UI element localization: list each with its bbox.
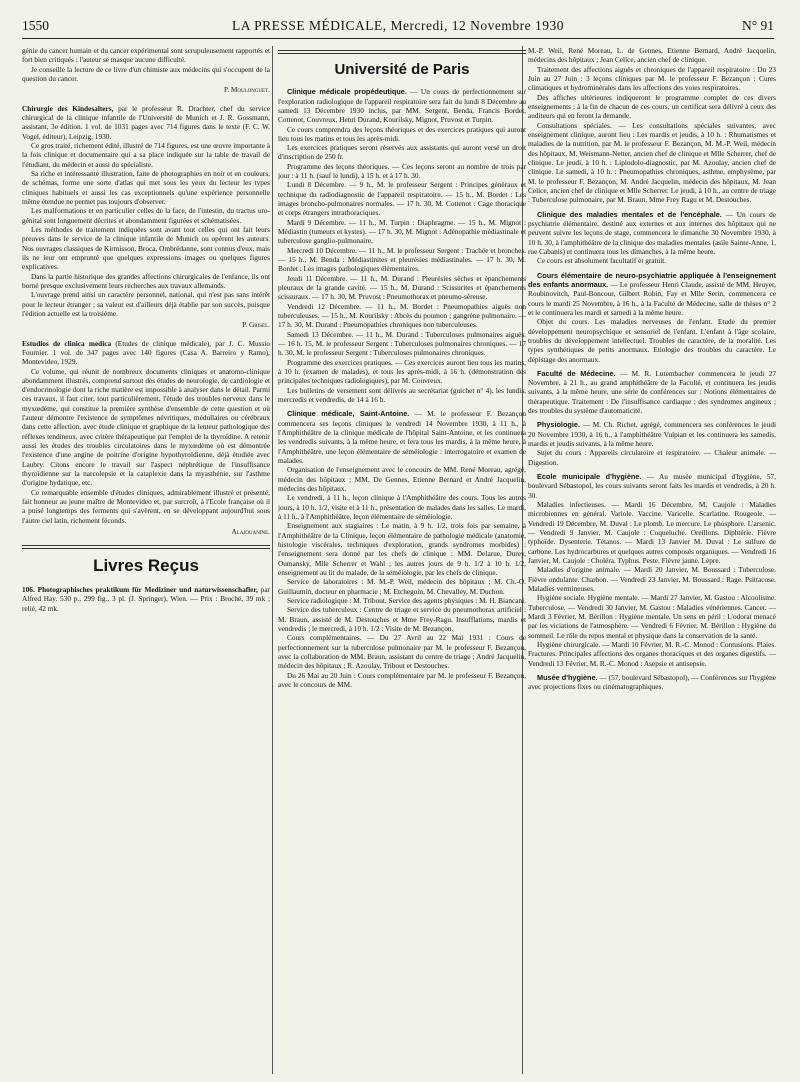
paragraph: Ce remarquable ensemble d'études cliniques, admirablement illustré et présenté, fait honneur au jeune maître de Montevideo et, par surcroît, à l'Ecole française où il a puisé longtemps des ferments qui s'avèrent, en se développant aujourd'hui sous l'autre ciel latin, richement féconds. [22,487,270,525]
notice-text: — Un cours de perfectionnement sur l'exploration radiologique de l'appareil respiratoire sera fait du lundi 8 Décembre au samedi 13 Décembre 1930 inclus, par MM. Sergent, Benda, Francis Bordet, Cottenot, Couvreux, Henri Durand, Kourilsky, Mignot, Pruvost et Turpin. [278,87,526,125]
paragraph: Sujet du cours : Appareils circulatoire et respiratoire. — Chaleur animale. — Digestion. [528,448,776,467]
notice-text: — Le professeur Henri Claude, assisté de MM. Heuyer, Roubinovitch, Paul-Boncour, Gilbert Robin, Fay et Mlle Serin, commencera ce cours le mardi 25 Novembre, à 16 h., à la Faculté de Médecine, salle de thèses n° 2 et le continuera les mardi et samedi à la même heure. [528,279,776,317]
notice-title: Clinique médicale propédeutique. [287,87,407,97]
book-details: par le professeur R. Drachter, chef du service chirurgical de la clinique infantile de l'Université de Munich et J. R. Gossmann, assistant, 3e édition. 1 vol. de 1031 pages avec 714 figures dans le texte (F. C. W. Vogel, éditeur), Leipzig, 1930. [22,103,270,141]
notice-title: Physiologie. [537,420,580,430]
book-details: (Etudes de clinique médicale), par J. C. Mussio Fournier. 1 vol. de 347 pages avec 140 figures (Casa A. Barreiro y Ramo), Montevideo, 1929. [22,338,270,367]
signature: P. Grisel. [242,320,270,330]
paragraph: Hygiène chirurgicale. — Mardi 10 Février, M. R.-C. Monod : Contusions. Plaies. Fractures. Principales affections des organes thoraciques et des organes digestifs. — Vendredi 13 Février, M. R.-C. Monod : Asepsie et antisepsie. [528,640,776,668]
journal-title: LA PRESSE MÉDICALE, Mercredi, 12 Novembre 1930 [232,18,564,33]
notice-text: — M. R. Lutembacher commencera le jeudi 27 Novembre, à 21 h., au grand amphithéâtre de la Faculté, et continuera les jeudis suivants, à la même heure, une série de conférences sur : Notions élémentaires de thérapeutique. Traitement : De l'insuffisance cardiaque ; des syndromes angineux ; des troubles du système d'automaticité. [528,368,776,416]
paragraph: Samedi 13 Décembre. — 11 h., M. Durand : Tuberculoses pulmonaires aiguës. — 16 h. 15, M. le professeur Sergent : Tuberculoses pulmonaires chroniques. — 17 h. 30, M. le professeur Sergent : Tuberculoses pulmonaires chroniques. [278,329,526,358]
book-title: 106. Photographisches praktikum für Mediziner und naturwissenschafler, [22,585,258,595]
notice-title: Cours élémentaire de neuro-psychiatrie appliquée à l'enseignement des enfants anormaux. [528,270,776,289]
paragraph: Maladies infectieuses. — Mardi 16 Décembre, M. Caujole : Maladies microbiennes en général. Variole. Vaccine. Varicelle. Scarlatine. Rougeole. — Vendredi 19 Décembre, M. Duval : Le plomb. Le mercure. Le phosphore. L'arsenic. — Vendredi 9 Janvier, M. Caujole : Coqueluche. Oreillons. Diphtérie. Fièvre typhoïde. Dysenterie. Tétanos. — Mardi 13 Janvier M. Duval : Le sulfure de carbone. Les hydrocarbures et quelques autres composés organiques. — Vendredi 16 Janvier, M. Caujole : Choléra. Typhus. Peste. Fièvre jaune. Lèpre. [528,500,776,566]
universite-heading: Université de Paris [334,61,470,78]
paragraph: Ce cours comprendra des leçons théoriques et des exercices pratiques qui auront lieu tous les matins et tous les après-midi. [278,124,526,143]
notice [528,210,776,257]
paragraph: Cours complémentaires. — Du 27 Avril au 22 Mai 1931 : Cours de perfectionnement sur la tuberculose pulmonaire par M. le professeur F. Bezançon, avec la collaboration de MM. Braun, assistant du centre de triage ; André Jacquelin, médecin des hôpitaux ; R. Azoulay, Tribout et Destouches. [278,633,526,671]
paragraph: Ce volume, qui réunit de nombreux documents cliniques et anatomo-clinique abondamment illustrés, comprend surtout des études de neurologie, de cardiologie et d'endocrinologie dont la riche matière est impossible à analyser dans le détail. Parmi ces travaux, il faut citer, tout particulièrement, l'étude des troubles nerveux dans le myxœdème, qui constitue la première synthèse d'ensemble de cette question et où l'auteur démontre l'existence de symptômes névritiques, médullaires ou cérébraux dans cette affection, avec étude clinique et graphique de la lenteur pathologique des réflexes tendineux, avec critère thérapeutique par l'emploi de la thyroïdine. A retenir aussi les études des troubles circulatoires dans le myxœdème où est démontrée l'existence d'une angine de poitrine d'origine hypothyroïdienne, déjà étudiée avec Laubry. Citons encore le travail sur l'aspect néphrétique de l'insuffisance thyroïdienne sur la narcolepsie et la cataplexie dans la myasthénie, sur l'asthme d'origine hydatique, etc. [22,366,270,488]
paragraph: Des affiches ultérieures indiqueront le programme complet de ces divers enseignements ; à la fin de chacun de ces cours, un certificat sera délivré à ceux des auditeurs qui en feront la demande. [528,92,776,121]
column-left [22,46,270,1074]
paragraph: Jeudi 11 Décembre. — 11 h., M. Durand : Pleurésies sèches et épanchements pleuraux de la grande cavité. — 15 h., M. Durand : Scissurites et épanchements scissuraux. — 17 h. 30, M. Pruvost : Pneumothorax et pneumo-séreuse. [278,273,526,302]
paragraph: Dans la partie historique des grandes affections chirurgicales de l'enfance, ils ont borné presque exclusivement leurs recherches aux travaux allemands. [22,271,270,290]
section-divider [22,545,270,549]
paragraph: L'ouvrage prend ainsi un caractère personnel, national, qui n'est pas sans intérêt pour le lecteur étranger ; sa valeur est d'ailleurs déjà établie par son succès, puisque l'édition actuelle est la troisième. [22,290,270,318]
livres-recus-heading: Livres Reçus [93,556,199,576]
paragraph: Sa riche et intéressante illustration, faite de photographies en noir et en couleurs, de schémas, forme une sorte d'atlas qui met sous les yeux du lecteur les types cliniques habituels et aussi les cas exceptionnels qu'une expérience personnelle même étendue ne permet pas toujours d'observer. [22,168,270,206]
book-review-heading [22,339,270,367]
notice [528,472,776,500]
paragraph: Les exercices pratiques seront réservés aux assistants qui auront versé un droit d'inscription de 250 fr. [278,143,526,162]
signature: Alajouanine. [231,527,270,537]
notice-text: — Un cours de psychiatrie élémentaire, destiné aux externes et aux internes des hôpitaux qui ne peuvent suivre les leçons de stage, commencera le dimanche 30 Novembre 1930, à 10 h. 30, à l'amphithéâtre de la clinique des maladies mentales (asile Sainte-Anne, 1, rue Cabanis) et continuera tous les dimanches, à la même heure. [528,209,776,256]
book-title: Chirurgie des Kindesalters, [22,103,114,113]
section-divider [278,50,526,54]
notice-text: — M. le professeur F. Bezançon commencera ses leçons cliniques le vendredi 14 Novembre 1930, à 11 h., à l'Amphithéâtre de la clinique médicale de l'hôpital Saint-Antoine, et les continuera les vendredis suivants, à la même heure, et fera tous les mardis, à la même heure, à l'Amphithéâtre, une leçon élémentaire de séméiologie : interrogatoire et examen de malades. [278,409,526,465]
paragraph: Organisation de l'enseignement avec le concours de MM. René Moreau, agrégé, médecin des hôpitaux ; MM. De Gennes, Etienne Bernard et André Jacquelin, médecins des hôpitaux. [278,465,526,493]
notice-text: — M. Ch. Richet, agrégé, commencera ses conférences le jeudi 20 Novembre 1930, à 16 h., à l'amphithéâtre Vulpian et les continuera les samedis, mardis et jeudis suivants, à la même heure. [528,420,776,449]
notice [528,271,776,318]
book-title: Estudios de clinica medica [22,338,112,348]
signature: P. Moulonguet. [223,85,270,95]
paragraph: génie du cancer humain et du cancer expérimental sont scrupuleusement rapportés et fort bien critiqués : l'auteur se masque aucune difficulté. [22,46,270,65]
paragraph: Ce gros traité, richement édité, illustré de 714 figures, est une œuvre importante à la fois clinique et documentaire qui a sa place indiquée sur la table de travail de l'étudiant, du médecin et aussi du spécialiste. [22,140,270,169]
notice-text: — (57, boulevard Sébastopol), — Conférences sur l'hygiène avec projections fixes ou cinématographiques. [528,673,776,692]
paragraph: Lundi 8 Décembre. — 9 h., M. le professeur Sergent : Principes généraux et technique du radiodiagnostic de l'appareil respiratoire. — 15 h., M. Bordet : Les images broncho-pulmonaires normales. — 17 h. 30, M. Cottenot : Cage thoracique et corps étrangers intrathoraciques. [278,180,526,218]
book-details: par Alfred Hay. 530 p., 299 fig., 3 pl. (J. Springer), Wien. — Prix : Broché, 39 mk ; relié, 42 mk. [22,585,270,613]
paragraph: Objet du cours. Les maladies nerveuses de l'enfant. Etude du premier développement neuropsychique et sensoriel de l'enfant. L'enfant à l'âge scolaire, troubles du développement intellectuel. Troubles du caractère, de la moralité. Les types synthétiques de petits anormaux. Etiologie des troubles du caractère. Le dépistage des anormaux. [528,317,776,364]
paragraph: M.-P. Weil, René Moreau, L. de Gennes, Etienne Bernard, André Jacquelin, médecins des hôpitaux ; Jean Celice, ancien chef de clinique. [528,46,776,65]
paragraph: Le vendredi, à 11 h., leçon clinique à l'Amphithéâtre des cours. Tous les autres jours, à 10 h. 1/2, visite et à 11 h., présentation de malades dans les salles. Le mardi, à 11 h., à l'Amphithéâtre, leçon élémentaire de séméiologie. [278,493,526,521]
paragraph: Service radiologique : M. Tribout. Service des agents physiques : M. H. Biancani. [287,595,526,605]
notice [278,409,526,465]
paragraph: Les méthodes de traitement indiquées sont avant tout celles qui ont fait leurs preuves dans le service de la clinique infantile de Munich ou opèrent les auteurs. Nos ouvrages classiques de Kirmisson, Broca, Ombrédanne, sont connus d'eux, mais ils ne leur ont emprunté que quelques expressions images ou quelques figures explicatives. [22,224,270,272]
paragraph: Maladies d'origine animale. — Mardi 20 Janvier, M. Boussard : Tuberculose. Fièvre ondulante. Charbon. — Vendredi 23 Janvier, M. Boussard : Rage. Psittacose. Maladies vermineuses. [528,565,776,594]
column-middle [278,46,526,1074]
paragraph: Les malformations et en particulier celles de la face, de l'intestin, du tractus uro-génital sont longuement décrites et abondamment figurées et schématisées. [22,206,270,225]
notice-title: Clinique médicale, Saint-Antoine. [287,409,410,419]
paragraph: Les bulletins de versement sont délivrés au secrétariat (guichet n° 4), les lundis, mercredis et vendredis, de 14 à 16 h. [278,385,526,405]
paragraph: Service de laboratoires : M. M.-P. Weil, médecin des hôpitaux ; M. Ch.-O. Guillaumin, docteur en pharmacie ; M. Etchegoin, M. Chevalley, M. Duchon. [278,577,526,596]
paragraph: Traitement des affections aiguës et chroniques de l'appareil respiratoire : Du 23 Juin au 27 Juin : 3 leçons cliniques par M. le professeur F. Bezançon : Cures climatiques et hydrominérales dans les affections des voies respiratoires. [528,64,776,93]
column-rule [272,46,273,1074]
paragraph: Vendredi 12 Décembre. — 11 h., M. Bordet : Pneumopathies aiguës non tuberculeuses. — 15 h., M. Kourilsky : Abcès du poumon ; gangrène pulmonaire. — 17 h. 30, M. Durand : Pneumopathies chroniques non tuberculeuses. [278,301,526,330]
notice-title: Musée d'hygiène. [537,673,598,682]
book-listing [22,585,270,613]
notice-title: Ecole municipale d'hygiène. [537,472,642,482]
paragraph: Programme des leçons théoriques. — Ces leçons seront au nombre de trois par jour : à 11 h. (sauf le lundi), à 15 h. et à 17 h. 30. [278,161,526,181]
masthead [22,18,774,39]
column-right [528,46,776,1074]
notice [528,673,776,692]
book-review-heading [22,104,270,141]
notice-text: — Au musée municipal d'hygiène, 57, boulevard Sébastopol, les cours suivants seront faits les mardis et vendredis, à 20 h. 30. [528,472,776,500]
notice [528,420,776,448]
paragraph: Enseignement aux stagiaires : Le matin, à 9 h. 1/2, trois fois par semaine, à l'Amphithéâtre de la Clinique, leçon élémentaire de pathologie médicale (anatomie, histologie viscérales, techniques d'exploration, grands syndromes morbides) : l'enseignement sera donné par les chefs de clinique : MM. Delarue, Durey, Oumansky, Mlle Scherrer et Wahl ; les autres jours de 9 h. 1/2 à 10 h. 1/2, enseignement au lit du malade, de la séméiologie, par les chefs de clinique. [278,521,526,577]
paragraph: Hygiène sociale. Hygiène mentale. — Mardi 27 Janvier, M. Gastou : Alcoolisme. Tuberculose. — Vendredi 30 Janvier, M. Gastou : Maladies vénériennes. Cancer. — Mardi 3 Février, M. Bérillon : Hygiène mentale. Un sens en péril : L'odorat menacé par les viciations de l'atmosphère. — Vendredi 6 Février, M. Bérillon : Hygiène du sommeil. Le rôle du repos mental et physique dans la conservation de la santé. [528,593,776,640]
notice [278,87,526,124]
page-number: 1550 [22,18,49,33]
paragraph: Mercredi 10 Décembre. — 11 h., M. le professeur Sergent : Trachée et bronches. — 15 h., M. Benda : Médiastinites et pleurésies médiastinales. — 17 h. 30, M. Bordet : Les images pathologiques élémentaires. [278,245,526,274]
paragraph: Mardi 9 Décembre. — 11 h., M. Turpin : Diaphragme. — 15 h., M. Mignot : Médiastin (tumeurs et kystes). — 17 h. 30, M. Mignot : Adénopathie médiastinale et tuberculose ganglio-pulmonaire. [278,217,526,246]
paragraph: Service des tuberculeux : Centre de triage et service du pneumothorax artificiel : M. Braun, assisté de M. Destouches et Mme Frey-Ragu. Insufflations, mardis et vendredis ; le mercredi, à 10 h. 1/2 : Visite de M. Bezançon. [278,605,526,633]
paragraph: Du 26 Mai au 20 Juin : Cours complémentaire par M. le professeur F. Bezançon, avec le concours de MM. [278,670,526,689]
paragraph: Ce cours est absolument facultatif et gratuit. [537,256,667,266]
issue-number: N° 91 [741,18,774,33]
notice [528,369,776,416]
notice-title: Clinique des maladies mentales et de l'encéphale. [537,209,722,219]
paragraph: Je conseille la lecture de ce livre d'un chimiste aux médecins qui s'occupent de la question du cancer. [22,64,270,83]
notice-title: Faculté de Médecine. [537,368,616,378]
paragraph: Programme des exercices pratiques. — Ces exercices auront lieu tous les matins, à 10 h. (examen de malades), et tous les après-midi, à 16 h. (démonstration des principales techniques radiologiques), par M. Couvreux. [278,357,526,386]
paragraph: Consultations spéciales. — Les consultations spéciales suivantes, avec enseignement clinique, auront lieu : Les mardis et jeudis, à 10 h. : Rhumatismes et maladies de la nutrition, par M. le professeur F. Bezançon, M. M.-P. Weil, médecin des hôpitaux, M. Weismann-Netter, ancien chef de clinique et Mlle Scherrer, chef de clinique. Le jeudi, à 10 h. : Lipiodolo-diagnostic, par M. Azoulay, ancien chef de clinique. Le samedi, à 10 h. : Pneumopathies chroniques, asthme, emphysème, par M. le professeur F. Bezançon, M. André Jacquelin, médecin des hôpitaux, M. Jean Celice, ancien chef de clinique et Mlle Scherrer. Le jeudi, à 10 h., au centre de triage : Tuberculose pulmonaire, par M. Braun, Mme Frey Ragu et M. Destouches. [528,120,776,205]
